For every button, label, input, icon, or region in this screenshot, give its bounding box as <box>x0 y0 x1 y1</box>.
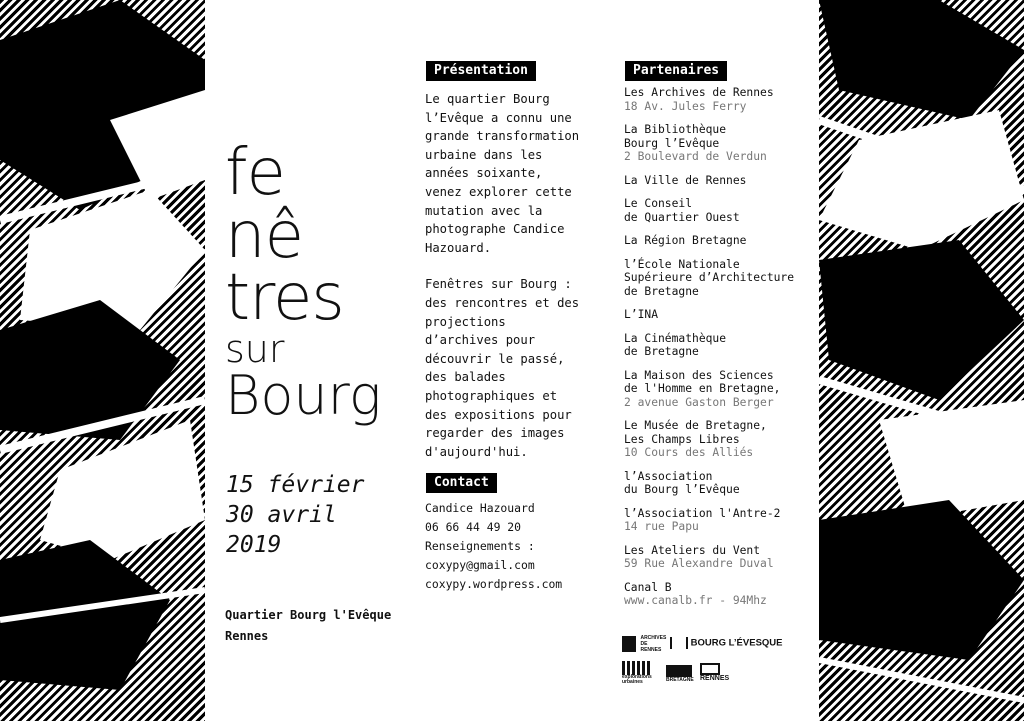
date-year: 2019 <box>226 532 282 558</box>
partner-item <box>624 197 814 224</box>
contact-info-label: Renseignements : <box>425 539 535 553</box>
partner-name: l’Association l'Antre-2 <box>624 506 781 520</box>
bretagne-logo: BRETAGNE <box>666 665 694 683</box>
partner-address: 14 rue Papu <box>624 520 699 533</box>
contact-name: Candice Hazouard <box>425 501 535 515</box>
bibliotheque-mark-icon <box>670 637 688 649</box>
partner-name: l’École Nationale Supérieure d’Architecture de Bretagne <box>624 257 795 298</box>
partner-item <box>624 86 814 113</box>
explorations-logo: explorations urbaines <box>622 661 656 685</box>
partner-item <box>624 470 814 497</box>
partner-item <box>624 544 814 571</box>
partner-name: La Bibliothèque Bourg l’Evêque <box>624 123 727 150</box>
partner-item <box>624 123 814 164</box>
title-line-3: tres <box>225 261 344 336</box>
partner-item <box>624 308 814 322</box>
partner-name: La Maison des Sciences de l'Homme en Bretagne, <box>624 368 781 395</box>
partner-item <box>624 234 814 248</box>
contact-email[interactable]: coxypy@gmail.com <box>425 558 535 572</box>
event-place <box>225 605 391 647</box>
building-facade-image <box>819 0 1024 721</box>
archives-logo: ARCHIVES DE RENNES <box>622 635 668 653</box>
buildings-icon <box>622 661 652 675</box>
rennes-mark-icon <box>700 663 720 675</box>
place-city: Rennes <box>225 629 269 643</box>
partner-item <box>624 174 814 188</box>
title-line-2: nê <box>225 198 303 273</box>
partner-address: 59 Rue Alexandre Duval <box>624 557 774 570</box>
partner-item <box>624 258 814 299</box>
contact-website[interactable]: coxypy.wordpress.com <box>425 577 563 591</box>
building-facade-image <box>0 0 205 721</box>
partner-item <box>624 419 814 460</box>
partner-address: 2 Boulevard de Verdun <box>624 150 767 163</box>
title-line-4: sur <box>225 327 285 372</box>
left-photo-panel <box>0 0 205 721</box>
bretagne-mark-icon <box>666 665 692 677</box>
place-quarter: Quartier Bourg l'Evêque <box>225 608 392 622</box>
partner-logos <box>622 633 802 693</box>
archives-mark-icon <box>622 636 636 652</box>
event-dates <box>226 470 364 560</box>
partner-item <box>624 369 814 410</box>
title-line-1: fe <box>225 136 285 210</box>
partner-address: 2 avenue Gaston Berger <box>624 395 774 409</box>
partner-name: La Ville de Rennes <box>624 173 747 187</box>
presentation-paragraph-1: Le quartier Bourg l’Evêque a connu une grande transformation urbaine dans les années soixante, venez explorer cette mutation avec la photographe Candice Hazouard. <box>425 92 580 255</box>
partners-heading: Partenaires <box>625 61 727 81</box>
contact-phone[interactable]: 06 66 44 49 20 <box>425 520 522 534</box>
title-line-5: Bourg <box>225 364 382 428</box>
partner-name: L’INA <box>624 308 659 321</box>
partner-item <box>624 332 814 359</box>
poster-title <box>225 136 415 428</box>
partner-name: l’Association du Bourg l’Evêque <box>624 469 740 496</box>
presentation-paragraph-2: Fenêtres sur Bourg : des rencontres et des projections d’archives pour découvrir le passé, des balades photographiques et des expositions pour regarder des images d'aujourd'hui. <box>425 277 580 459</box>
date-start: 15 février <box>226 472 365 498</box>
partner-name: Les Ateliers du Vent <box>624 543 761 557</box>
partner-name: Le Musée de Bretagne, Les Champs Libres <box>624 419 767 446</box>
contact-heading: Contact <box>426 473 497 493</box>
partner-name: Les Archives de Rennes <box>624 86 774 99</box>
partner-name: Le Conseil de Quartier Ouest <box>624 197 740 224</box>
bourg-logo: BOURG L’ÉVESQUE <box>670 637 783 649</box>
partner-name: La Cinémathèque de Bretagne <box>624 331 727 358</box>
partner-address: 18 Av. Jules Ferry <box>624 99 747 113</box>
partner-address: 10 Cours des Alliés <box>624 446 754 459</box>
partner-name: La Région Bretagne <box>624 234 747 247</box>
partner-name: Canal B <box>624 580 672 594</box>
contact-block <box>425 499 562 594</box>
date-end: 30 avril <box>226 502 337 528</box>
presentation-heading: Présentation <box>426 61 536 81</box>
rennes-logo: RENNES <box>700 663 729 682</box>
partner-item <box>624 507 814 534</box>
partner-address: www.canalb.fr - 94Mhz <box>624 594 767 607</box>
presentation-text <box>425 90 585 479</box>
right-photo-panel <box>819 0 1024 721</box>
partners-list <box>624 86 814 618</box>
partner-item <box>624 581 814 608</box>
